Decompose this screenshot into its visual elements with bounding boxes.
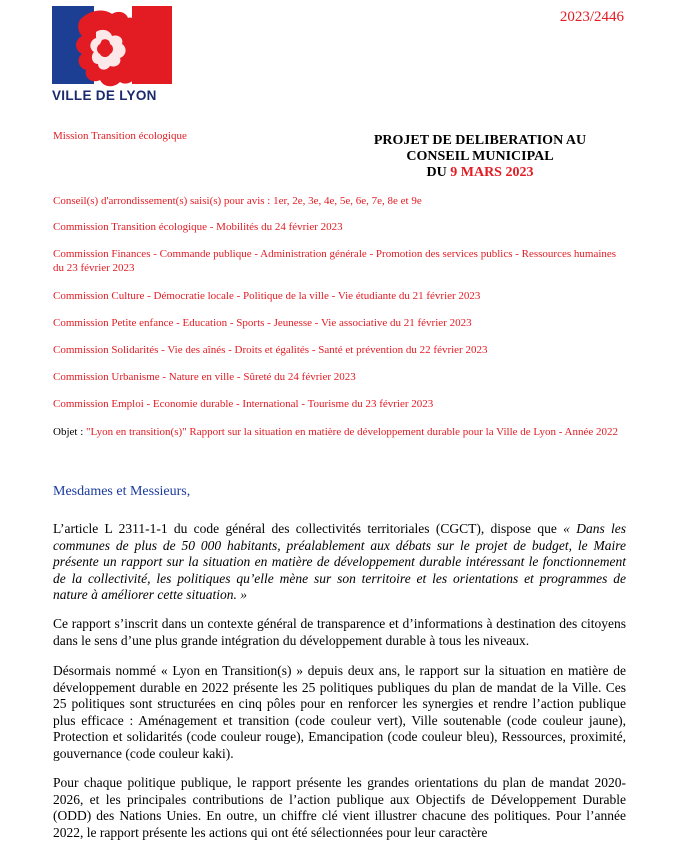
- paragraph-cgct-quote: « Dans les communes de plus de 50 000 habitants, préalablement aux débats sur le projet de budget, le Maire présente un rapport sur la situation en matière de développement durable intéressant le fonctionnement de la collectivité, les politiques qu’elle mène sur son territoire et les orientations et programmes de nature à améliorer cette situation. »: [53, 521, 626, 602]
- objet-text: "Lyon en transition(s)" Rapport sur la situation en matière de développement durable pour la Ville de Lyon - Année 2022: [86, 426, 619, 438]
- paragraph-politiques: Pour chaque politique publique, le rapport présente les grandes orientations du plan de mandat 2020-2026, et les principales contributions de l’action publique aux Objectifs de Développement Durable (ODD) des Nations Unies. En outre, un chiffre clé vient illustrer chacune des politiques. Pour l’année 2022, le rapport présente les actions qui ont été sélectionnées pour leur caractère: [53, 775, 626, 840]
- commission-item: Commission Urbanisme - Nature en ville - Sûreté du 24 février 2023: [53, 371, 356, 383]
- commission-item: Commission Solidarités - Vie des aînés - Droits et égalités - Santé et prévention du 22 février 2023: [53, 344, 488, 356]
- paragraph-context: Ce rapport s’inscrit dans un contexte général de transparence et d’informations à destination des citoyens dans le sens d’une plus grande intégration du développement durable à tous les niveaux.: [53, 616, 626, 648]
- mission-label: Mission Transition écologique: [53, 130, 187, 142]
- commission-item: Commission Petite enfance - Education - Sports - Jeunesse - Vie associative du 21 février 2023: [53, 317, 472, 329]
- title-line-2: CONSEIL MUNICIPAL: [406, 149, 554, 164]
- paragraph-cgct: [53, 521, 626, 604]
- title-line-1: PROJET DE DELIBERATION AU: [373, 133, 587, 148]
- paragraph-cgct-intro: L’article L 2311-1-1 du code général des collectivités territoriales (CGCT), dispose que: [53, 521, 564, 536]
- paragraph-lyon-transitions: Désormais nommé « Lyon en Transition(s) » depuis deux ans, le rapport sur la situation en matière de développement durable en 2022 présente les 25 politiques publiques du plan de mandat de la Ville. Ces 25 politiques sont structurées en cinq pôles pour en renforcer les synergies et rendre l’action publique plus efficace : Aménagement et transition (code couleur vert), Ville soutenable (code couleur jaune), Protection et solidarités (code couleur rouge), Emancipation (code couleur bleu), Ressources, proximité, gouvernance (code couleur kaki).: [53, 663, 626, 761]
- objet: [53, 425, 626, 439]
- title-date-prefix: DU: [426, 165, 451, 180]
- deliberation-title: [330, 133, 630, 181]
- commission-item: Commission Finances - Commande publique - Administration générale - Promotion des services publics - Ressources humaines du 23 février 2023: [53, 248, 617, 274]
- logo-text: VILLE DE LYON: [52, 88, 157, 103]
- commission-item: Commission Emploi - Economie durable - International - Tourisme du 23 février 2023: [53, 398, 434, 410]
- commission-item: Commission Transition écologique - Mobilités du 24 février 2023: [53, 221, 343, 233]
- objet-label: Objet :: [53, 426, 86, 438]
- reference-number: 2023/2446: [559, 9, 624, 25]
- commission-item: Commission Culture - Démocratie locale - Politique de la ville - Vie étudiante du 21 février 2023: [53, 290, 481, 302]
- salutation: Mesdames et Messieurs,: [53, 484, 191, 499]
- session-date: 9 MARS 2023: [450, 165, 534, 180]
- conseils-arrondissement: Conseil(s) d'arrondissement(s) saisi(s) pour avis : 1er, 2e, 3e, 4e, 5e, 6e, 7e, 8e et 9e: [53, 195, 422, 207]
- title-date-line: [330, 165, 630, 181]
